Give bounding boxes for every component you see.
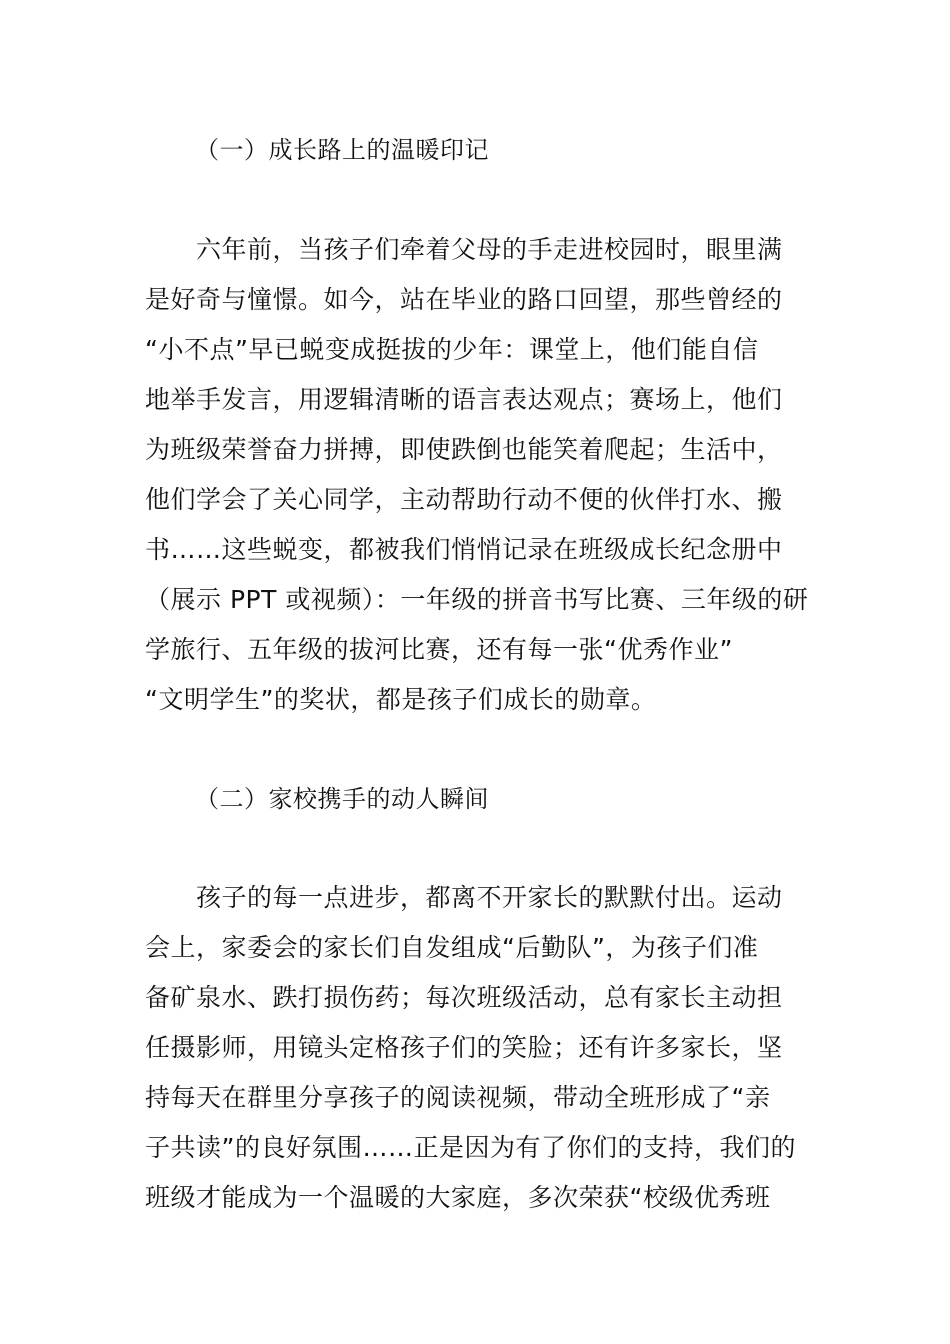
paragraph-line: 备矿泉水、跌打损伤药；每次班级活动，总有家长主动担 <box>145 983 783 1012</box>
paragraph-line: 六年前，当孩子们牵着父母的手走进校园时，眼里满 <box>196 235 783 264</box>
paragraph-line: 学旅行、五年级的拔河比赛，还有每一张“优秀作业” <box>145 635 733 664</box>
paragraph-line: （展示 PPT 或视频）：一年级的拼音书写比赛、三年级的研 <box>145 585 809 614</box>
paragraph-line: 子共读”的良好氛围……正是因为有了你们的支持，我们的 <box>145 1133 796 1162</box>
paragraph-line: 他们学会了关心同学，主动帮助行动不便的伙伴打水、搬 <box>145 485 783 514</box>
section-heading-1: （一）成长路上的温暖印记 <box>195 136 489 164</box>
paragraph-line: 是好奇与憧憬。如今，站在毕业的路口回望，那些曾经的 <box>145 285 783 314</box>
section-heading-2: （二）家校携手的动人瞬间 <box>195 785 489 813</box>
paragraph-line: 书……这些蜕变，都被我们悄悄记录在班级成长纪念册中 <box>145 535 783 564</box>
paragraph-line: 会上，家委会的家长们自发组成“后勤队”，为孩子们准 <box>145 933 759 962</box>
paragraph-line: 为班级荣誉奋力拼搏，即使跌倒也能笑着爬起；生活中， <box>145 435 783 464</box>
paragraph-line: 任摄影师，用镜头定格孩子们的笑脸；还有许多家长，坚 <box>145 1033 783 1062</box>
paragraph-line: 孩子的每一点进步，都离不开家长的默默付出。运动 <box>196 883 783 912</box>
paragraph-line: 班级才能成为一个温暖的大家庭，多次荣获“校级优秀班 <box>145 1183 771 1212</box>
paragraph-line: 持每天在群里分享孩子的阅读视频，带动全班形成了“亲 <box>145 1083 771 1112</box>
paragraph-line: “文明学生”的奖状，都是孩子们成长的勋章。 <box>145 685 657 714</box>
paragraph-line: 地举手发言，用逻辑清晰的语言表达观点；赛场上，他们 <box>145 385 783 414</box>
paragraph-line: “小不点”早已蜕变成挺拔的少年：课堂上，他们能自信 <box>145 335 759 364</box>
